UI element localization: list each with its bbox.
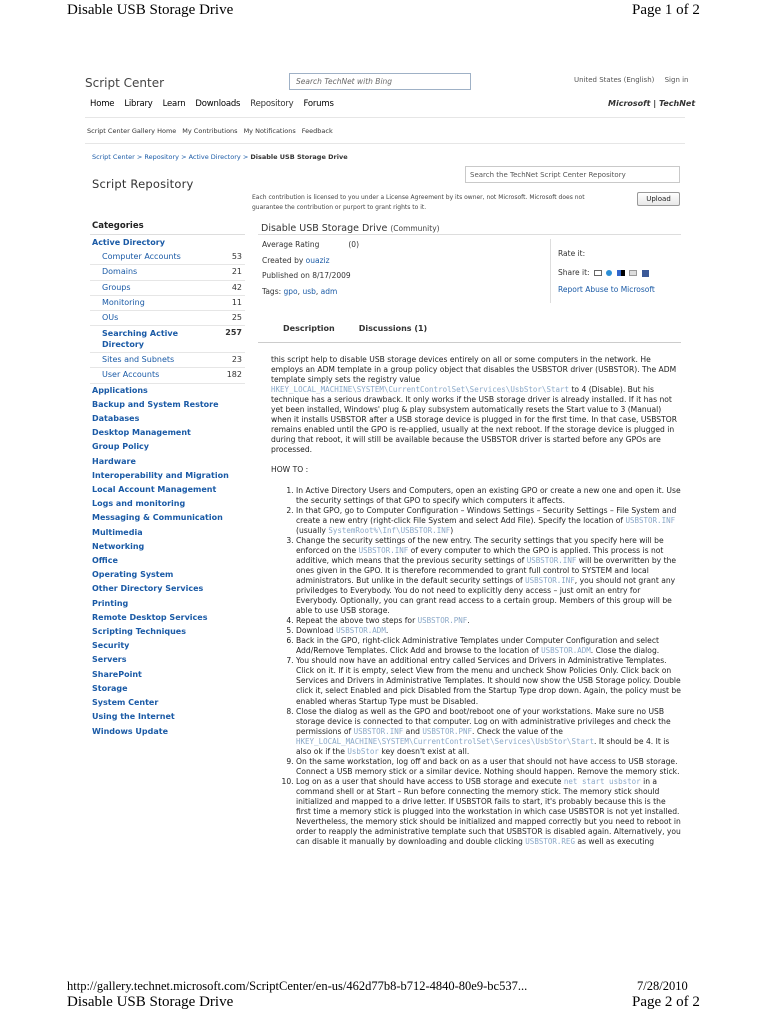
- created-by: [262, 256, 330, 265]
- sidebar-item[interactable]: [90, 668, 245, 682]
- sidebar-item-label: Group Policy: [92, 442, 150, 452]
- sidebar-item[interactable]: [90, 426, 245, 440]
- step-text: as well as executing: [574, 837, 655, 847]
- step-text: . It should be 4. It is also ok if the: [296, 736, 670, 756]
- breadcrumb-current: Disable USB Storage Drive: [250, 153, 348, 161]
- subnav-feedback[interactable]: Feedback: [301, 127, 333, 135]
- script-title: [261, 223, 440, 234]
- pdf-page-title: Disable USB Storage Drive: [67, 2, 234, 18]
- sidebar-item-label: Messaging & Communication: [92, 513, 223, 523]
- script-name: Disable USB Storage Drive: [261, 223, 388, 234]
- sidebar-item[interactable]: [90, 540, 245, 554]
- license-notice: Each contribution is licensed to you under a License Agreement by its owner, not Microsoft. Microsoft does not guarantee the contribution or purport to grant rights to it.: [252, 194, 585, 211]
- sidebar-item[interactable]: [90, 455, 245, 469]
- article-intro: [271, 355, 682, 455]
- step-item: [296, 616, 682, 626]
- divider: [85, 143, 685, 144]
- sidebar-item-label: Applications: [92, 385, 148, 395]
- sidebar-item-count: 257: [225, 328, 242, 338]
- sidebar-item-label: Networking: [92, 541, 145, 551]
- nav-downloads[interactable]: Downloads: [195, 99, 241, 109]
- sub-nav: [87, 127, 333, 135]
- divider: [85, 117, 685, 118]
- delicious-icon[interactable]: [617, 270, 625, 276]
- tags-label: Tags:: [262, 287, 282, 296]
- sidebar-item[interactable]: [90, 398, 245, 412]
- code-snippet: USBSTOR.INF: [353, 726, 404, 736]
- rating-value: (0): [348, 240, 359, 249]
- step-item: [296, 636, 682, 656]
- sidebar-item-count: 53: [231, 252, 242, 262]
- pdf-page-title: Disable USB Storage Drive: [67, 994, 234, 1010]
- breadcrumb-separator: >: [242, 153, 249, 161]
- author-link[interactable]: ouaziz: [305, 256, 330, 265]
- breadcrumb-script-center[interactable]: Script Center: [92, 153, 135, 161]
- sidebar-item[interactable]: [90, 250, 245, 265]
- sidebar-item-label: Office: [92, 556, 118, 566]
- sidebar-item-label: Active Directory: [92, 238, 165, 247]
- step-text: , you should not grant any priviledges to Everybody. You do not need to explicitly deny access – just omit an entry for Everybody. Optionally, you can grant read access to a certain group. Members of this group will be able to use USB storage.: [296, 575, 676, 616]
- step-text: You should now have an additional entry called Services and Drivers in Administrative Templates. Click on it. If it is empty, select View from the menu and uncheck Show Policies Only. Click back on Services and Drivers in Administrative Templates. It should now show the USB Storage policy. Double click it, select Enabled and pick Disabled from the Startup Type drop down. Again, the policy must be enabled wheras Startup Type must be Disabled.: [296, 656, 681, 706]
- tag-link[interactable]: usb: [302, 287, 316, 296]
- upload-button[interactable]: Upload: [637, 192, 680, 206]
- nav-forums[interactable]: Forums: [303, 99, 334, 109]
- sidebar-item[interactable]: [90, 483, 245, 497]
- sidebar-item-count: 42: [231, 282, 242, 292]
- nav-learn[interactable]: Learn: [162, 99, 186, 109]
- sidebar-item-label: SharePoint: [92, 669, 142, 679]
- sidebar-item[interactable]: [90, 368, 245, 383]
- tag-link[interactable]: gpo: [283, 287, 298, 296]
- sidebar-item-count: 23: [231, 355, 242, 365]
- breadcrumb-active-directory[interactable]: Active Directory: [188, 153, 241, 161]
- rate-it: Rate it:: [558, 249, 586, 258]
- nav-repository[interactable]: Repository: [250, 99, 294, 109]
- tag-link[interactable]: adm: [320, 287, 338, 296]
- contribution-type: (Community): [390, 224, 440, 233]
- step-item: [296, 486, 682, 506]
- sidebar-item[interactable]: [90, 639, 245, 653]
- sidebar-item[interactable]: [90, 568, 245, 582]
- digg-icon[interactable]: [629, 270, 637, 276]
- sidebar-item-label: Backup and System Restore: [92, 399, 219, 409]
- sidebar-item[interactable]: [90, 725, 245, 739]
- code-snippet: USBSTOR.INF: [526, 555, 577, 565]
- code-snippet: USBSTOR.REG: [525, 837, 575, 847]
- step-text: .: [467, 616, 470, 626]
- sidebar-item[interactable]: [90, 597, 245, 611]
- sidebar-item[interactable]: [90, 412, 245, 426]
- sidebar-item[interactable]: [90, 497, 245, 511]
- facebook-icon[interactable]: [642, 270, 649, 277]
- sidebar-item-label: Interoperability and Migration: [92, 470, 229, 480]
- sidebar-item-label: Searching Active Directory: [102, 329, 179, 350]
- sidebar-item-label: Logs and monitoring: [92, 499, 186, 509]
- sidebar-item-label: Windows Update: [92, 726, 169, 736]
- sidebar-item-label: Local Account Management: [92, 485, 217, 495]
- locale-link[interactable]: United States (English): [574, 76, 655, 84]
- sidebar-item[interactable]: [90, 625, 245, 639]
- step-text: Close the dialog as well as the GPO and boot/reboot one of your workstations. Make sure no USB storage device is connected to that computer. Log on with administrative privileges and check the permissions of: [296, 706, 671, 736]
- sidebar-item[interactable]: [90, 710, 245, 724]
- windows-live-icon[interactable]: [606, 270, 612, 276]
- article-viewport: [258, 350, 688, 907]
- pdf-page-number: Page 2 of 2: [632, 994, 700, 1010]
- footer-url: http://gallery.technet.microsoft.com/ScriptCenter/en-us/462d77b8-b712-4840-80e9-bc537...: [67, 979, 528, 993]
- step-text: and: [403, 726, 423, 736]
- sidebar-item[interactable]: [90, 281, 245, 296]
- subnav-my-contributions[interactable]: My Contributions: [182, 127, 238, 135]
- sidebar-item[interactable]: [90, 326, 245, 353]
- step-item: [296, 506, 682, 536]
- nav-library[interactable]: Library: [124, 99, 153, 109]
- email-icon[interactable]: [594, 270, 602, 276]
- sidebar-item-label: Operating System: [92, 570, 174, 580]
- step-item: [296, 777, 682, 847]
- code-snippet: USBSTOR.INF: [525, 575, 575, 585]
- average-rating: [262, 240, 359, 249]
- nav-home[interactable]: Home: [90, 99, 115, 109]
- subnav-my-notifications[interactable]: My Notifications: [243, 127, 296, 135]
- sidebar-item[interactable]: [90, 440, 245, 454]
- sidebar-item-label: OUs: [102, 313, 119, 323]
- step-text: of every computer to which the GPO is applied. This process is not additive, which means that the previous security settings of: [296, 545, 664, 565]
- step-text: ): [450, 525, 454, 535]
- step-text: In Active Directory Users and Computers, open an existing GPO or create a new one and open it. Use the security settings of that GPO to specify which computers it affects.: [296, 485, 681, 505]
- code-snippet: net start usbstor: [563, 776, 641, 786]
- code-snippet: USBSTOR.ADM: [336, 626, 386, 636]
- sidebar-item-label: Scripting Techniques: [92, 627, 186, 637]
- code-snippet: USBSTOR.PNF: [417, 616, 468, 626]
- step-text: . Check the value of the: [472, 726, 563, 736]
- code-snippet: USBSTOR.INF: [358, 545, 409, 555]
- sidebar-item-label: Using the Internet: [92, 712, 175, 722]
- step-item: [296, 707, 682, 757]
- pdf-page-number: Page 1 of 2: [632, 2, 700, 18]
- step-text: Download: [296, 626, 337, 636]
- page-title: Script Repository: [92, 177, 194, 191]
- sidebar-item-label: Computer Accounts: [102, 252, 181, 262]
- step-text: Log on as a user that should have access to USB storage and execute: [296, 776, 564, 786]
- sidebar-item-label: Hardware: [92, 456, 136, 466]
- subnav-gallery-home[interactable]: Script Center Gallery Home: [87, 127, 177, 135]
- sidebar-item-label: System Center: [92, 698, 159, 708]
- code-snippet: USBSTOR.PNF: [422, 726, 473, 736]
- sidebar-item-count: 25: [231, 313, 242, 323]
- sidebar-item-label: Other Directory Services: [92, 584, 204, 594]
- categories-heading: Categories: [90, 219, 245, 235]
- tab-discussions[interactable]: Discussions (1): [358, 324, 428, 333]
- locale-bar: [574, 76, 688, 84]
- step-text: (usually: [296, 525, 329, 535]
- registry-key: HKEY_LOCAL_MACHINE\SYSTEM\CurrentControlSet\Services\UsbStor\Start: [271, 385, 570, 395]
- code-snippet: UsbStor: [347, 746, 379, 756]
- sidebar-item[interactable]: [90, 311, 245, 326]
- report-abuse-link[interactable]: Report Abuse to Microsoft: [558, 285, 655, 294]
- step-text: .: [385, 626, 389, 636]
- howto-heading: HOW TO :: [271, 465, 309, 475]
- sidebar-item-label: Printing: [92, 598, 129, 608]
- sidebar-item-label: User Accounts: [102, 370, 160, 380]
- site-title[interactable]: Script Center: [85, 76, 165, 90]
- step-item: [296, 757, 682, 777]
- sidebar-item-count: 21: [231, 267, 242, 277]
- sidebar-item[interactable]: [90, 265, 245, 280]
- divider: [550, 239, 551, 303]
- breadcrumb-separator: >: [136, 153, 143, 161]
- sidebar-item[interactable]: [90, 511, 245, 525]
- breadcrumb-separator: >: [181, 153, 187, 161]
- sidebar-item-label: Multimedia: [92, 527, 143, 537]
- sidebar-item-label: Monitoring: [102, 297, 145, 307]
- share-label: Share it:: [558, 268, 590, 277]
- intro-text: this script help to disable USB storage devices entirely on all or some computers in the network. He employs an ADM template in a group policy object that disables the USBSTOR driver (USBSTOR). The ADM template simply sets the registry value: [271, 355, 677, 385]
- code-snippet: USBSTOR.ADM: [541, 646, 591, 656]
- code-snippet: USBSTOR.INF: [625, 515, 676, 525]
- sidebar-item-label: Sites and Subnets: [102, 355, 175, 365]
- intro-text: to 4 (Disable). But his technique has a serious drawback. It only works if the USB storage driver is already installed. If it has not yet been installed, Windows' plug & play subsystem automatically resets the Start value to 3 (Manual) when it installs USBSTOR after a USB storage device is plugged in for the first time. In that case, USBSTOR remains enabled until the GPO is re-applied, usually at the next reboot. If the storage device is plugged in during that reboot, it will still be available because the USBSTOR driver is started before any GPOs are processed.: [271, 385, 677, 455]
- sidebar-item-label: Databases: [92, 414, 140, 424]
- published-date: Published on 8/17/2009: [262, 271, 351, 280]
- code-snippet: SystemRoot%\Inf\USBSTOR.INF: [328, 525, 451, 535]
- sidebar-item[interactable]: [90, 611, 245, 625]
- divider: [258, 234, 681, 235]
- step-text: In that GPO, go to Computer Configuration – Windows Settings – Security Settings – File System and create a new entry (right-click File System and select Add File). Specify the location of: [296, 505, 677, 525]
- rating-label: Average Rating: [262, 240, 320, 249]
- share-it: [558, 268, 649, 277]
- step-text: will be overwritten by the ones given in the GPO. It is therefore recommended to grant full control to SYSTEM and local administrators. But unlike in the default security settings of: [296, 555, 677, 585]
- step-text: in a command shell or at Start – Run before connecting the memory stick. The memory stick should initialized and mapped to a drive letter. If USBSTOR fails to start, it's probably because this is the first time a memory stick is plugged into the workstation in which case USBSTOR is not yet installed. Nevertheless, the memory stick should be initialized and mapped correctly but you need to reboot in order to reapply the administrative template such that USBSTOR is disabled again. Alternatively, you can disable it manually by downloading and double clicking: [296, 776, 681, 847]
- step-text: Repeat the above two steps for: [296, 616, 418, 626]
- sidebar-item-label: Storage: [92, 683, 128, 693]
- code-snippet: HKEY_LOCAL_MACHINE\SYSTEM\CurrentControlSet\Services\UsbStor\Start: [296, 736, 595, 746]
- sign-in-link[interactable]: Sign in: [664, 76, 689, 84]
- step-text: . Close the dialog.: [590, 646, 660, 656]
- sidebar-item[interactable]: [90, 696, 245, 710]
- tab-description[interactable]: Description: [283, 324, 335, 333]
- sidebar-item[interactable]: [90, 526, 245, 540]
- microsoft-technet-logo: Microsoft | TechNet: [608, 99, 696, 108]
- categories-sidebar: [90, 219, 245, 739]
- sidebar-item-label: Groups: [102, 282, 131, 292]
- footer-date: 7/28/2010: [637, 979, 688, 993]
- sidebar-item[interactable]: [90, 682, 245, 696]
- article-body: [271, 355, 682, 847]
- bing-search-input[interactable]: Search TechNet with Bing: [289, 73, 471, 90]
- main-nav: [90, 99, 334, 109]
- repository-search-input[interactable]: Search the TechNet Script Center Repository: [465, 166, 680, 183]
- breadcrumb-repository[interactable]: Repository: [144, 153, 179, 161]
- tags: Tags: gpo, usb, adm: [262, 287, 338, 296]
- sidebar-item-label: Desktop Management: [92, 428, 191, 438]
- step-text: On the same workstation, log off and back on as a user that should not have access to USB storage. Connect a USB memory stick or a similar device. Nothing should happen. Remove the memory stick.: [296, 756, 680, 776]
- sidebar-item-label: Security: [92, 641, 130, 651]
- breadcrumb: [92, 153, 348, 161]
- sidebar-item[interactable]: [90, 554, 245, 568]
- created-by-label: Created by: [262, 256, 304, 265]
- sidebar-item-count: 11: [231, 297, 242, 307]
- divider: [258, 342, 681, 343]
- sidebar-item[interactable]: [90, 653, 245, 667]
- step-item: [296, 626, 682, 636]
- tab-bar: [283, 324, 427, 333]
- step-item: [296, 536, 682, 616]
- sidebar-item-label: Remote Desktop Services: [92, 612, 208, 622]
- sidebar-item[interactable]: [90, 469, 245, 483]
- step-item: [296, 656, 682, 706]
- sidebar-item-count: 182: [226, 370, 242, 380]
- sidebar-item[interactable]: [90, 353, 245, 368]
- sidebar-item[interactable]: [90, 296, 245, 311]
- steps-list: [271, 486, 682, 848]
- step-text: Back in the GPO, right-click Administrative Templates under Computer Configuration and select Add/Remove Templates. Click Add and browse to the location of: [296, 636, 659, 656]
- sidebar-item-label: Domains: [102, 267, 138, 277]
- step-text: Change the security settings of the new entry. The security settings that you specify here will be enforced on the: [296, 535, 664, 555]
- sidebar-item[interactable]: [90, 236, 245, 250]
- sidebar-item-label: Servers: [92, 655, 127, 665]
- sidebar-item[interactable]: [90, 384, 245, 398]
- category-list: [90, 236, 245, 739]
- sidebar-item[interactable]: [90, 582, 245, 596]
- step-text: key doesn't exist at all.: [378, 746, 470, 756]
